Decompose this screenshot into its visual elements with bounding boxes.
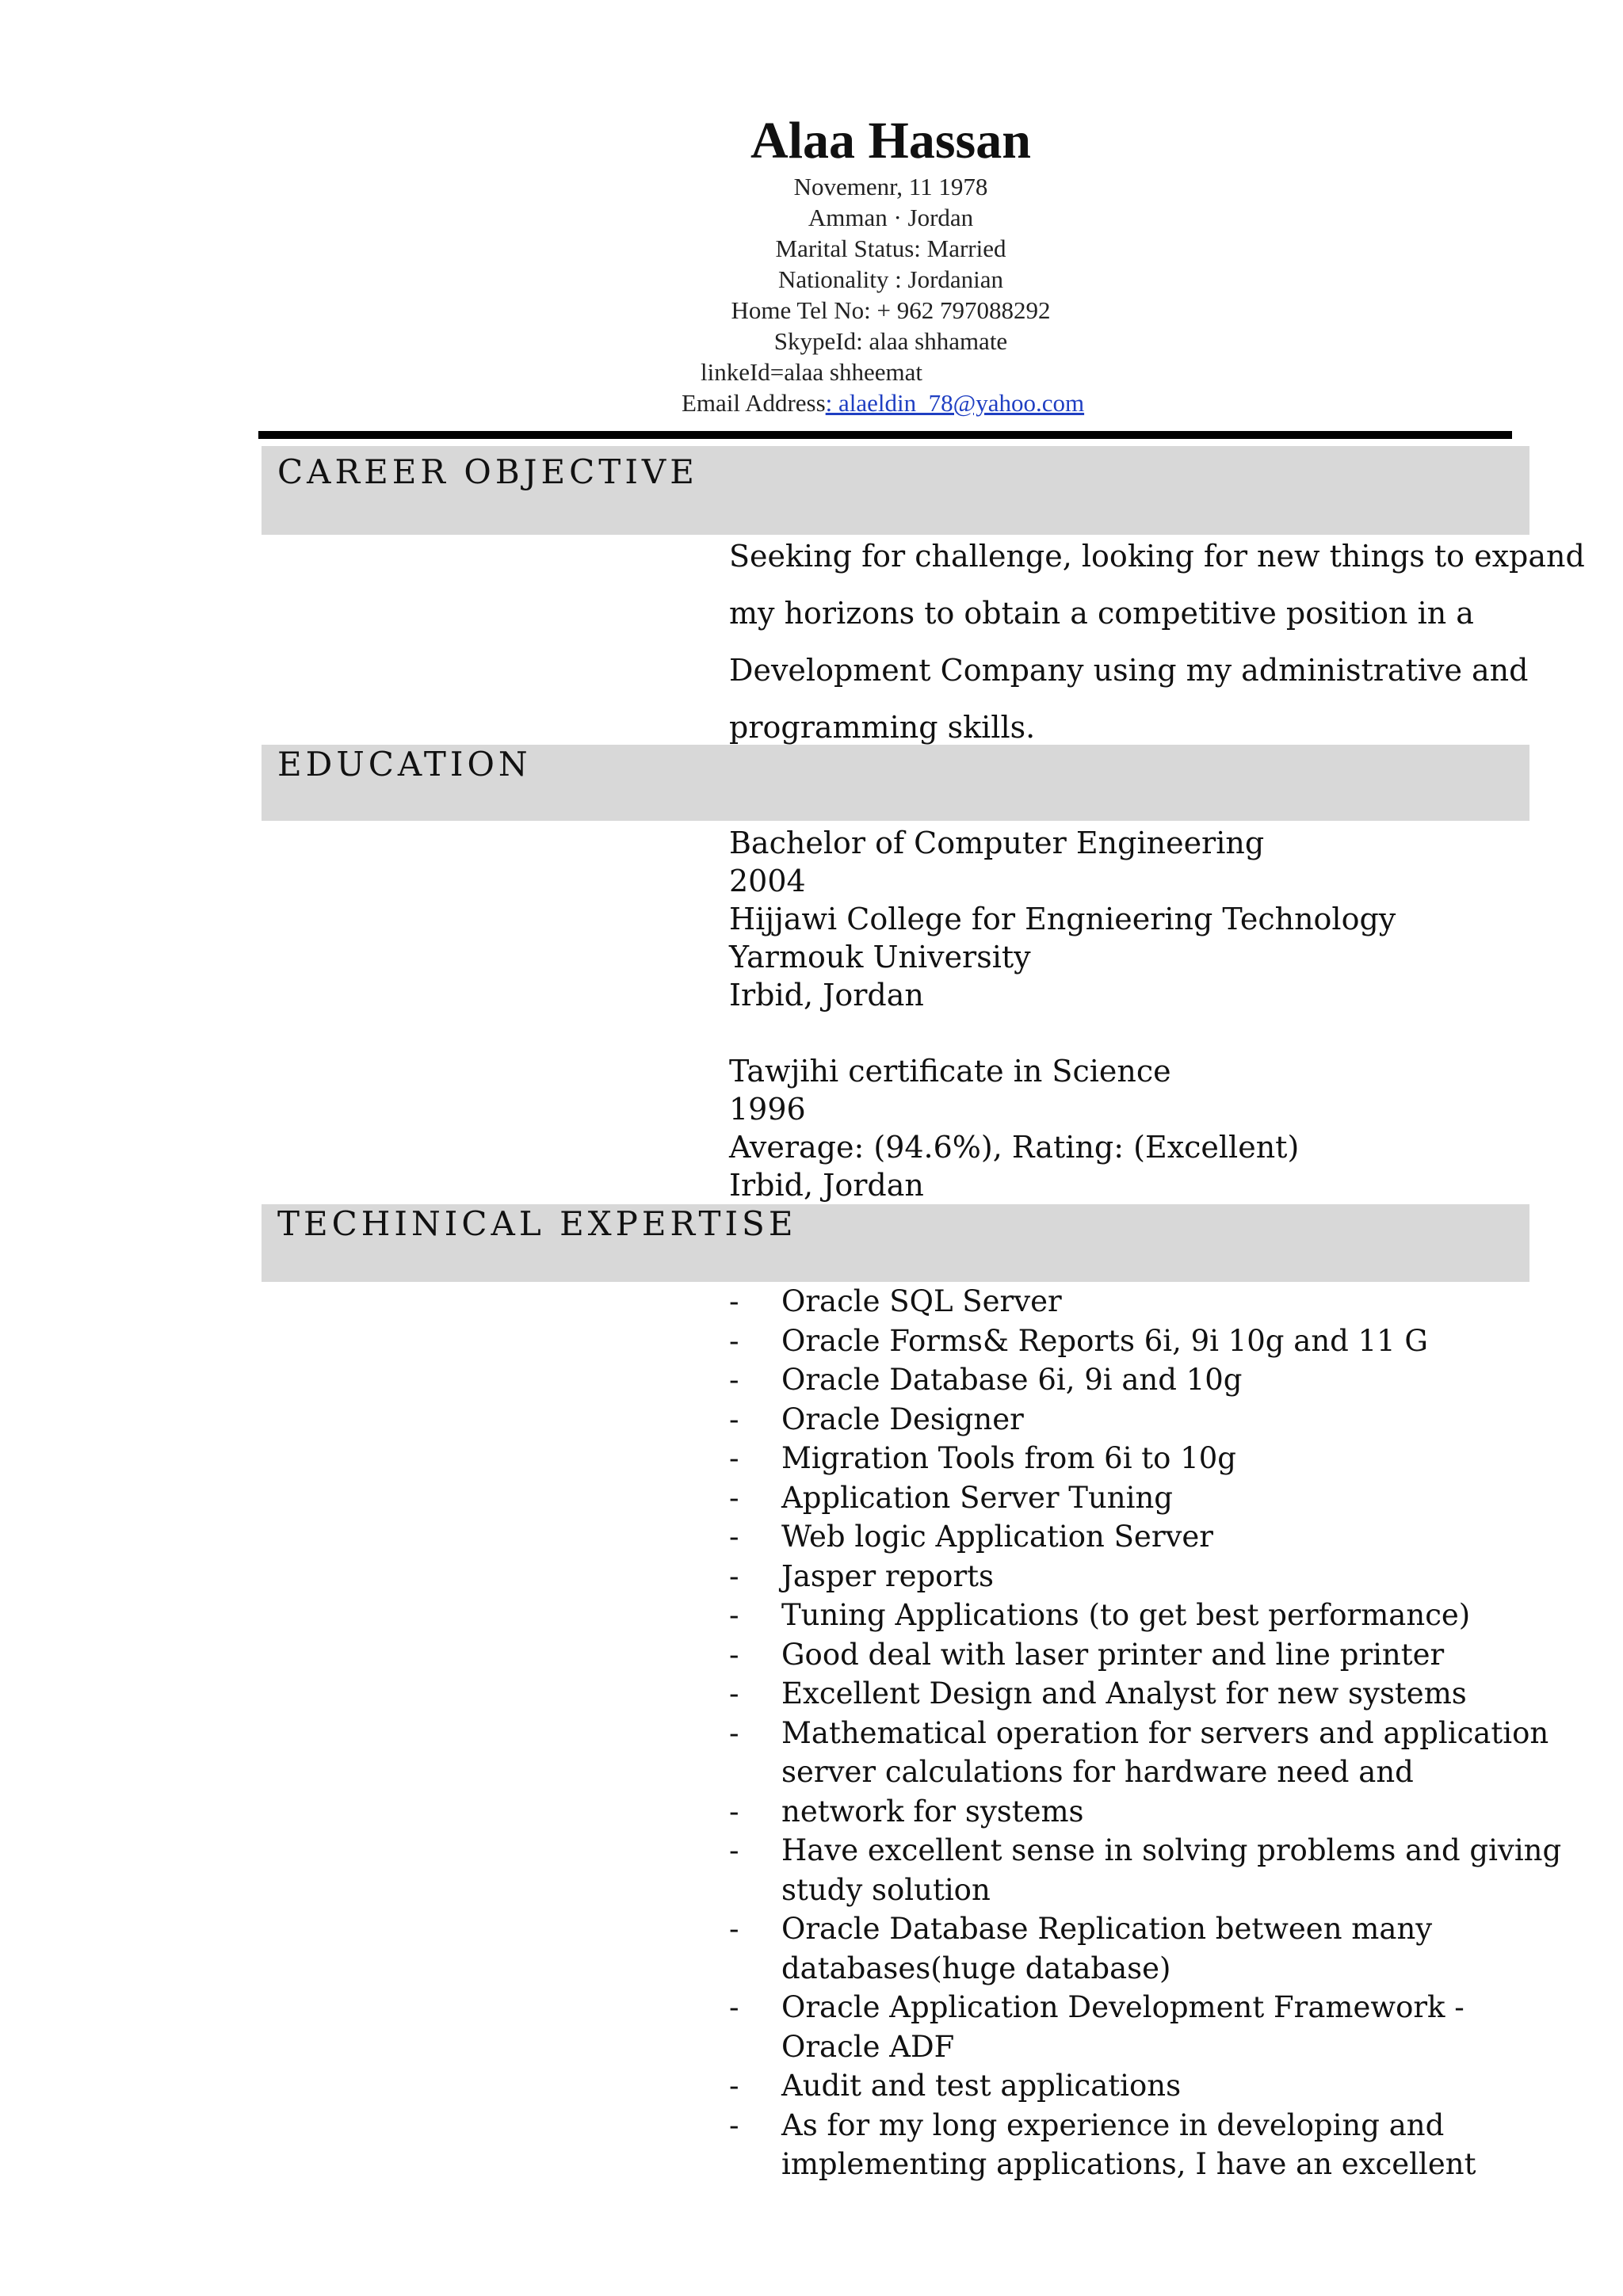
education-line: Irbid, Jordan xyxy=(729,1168,924,1203)
bullet-dash: - xyxy=(729,1441,739,1475)
expertise-item-text: implementing applications, I have an excellent xyxy=(781,2147,1476,2181)
expertise-item xyxy=(729,1596,1561,1635)
education-list xyxy=(729,824,1396,1204)
bullet-dash: - xyxy=(729,1480,739,1515)
education-line: 2004 xyxy=(729,864,806,898)
email-link[interactable]: : alaeldin_78@yahoo.com xyxy=(825,389,1085,417)
bullet-dash: - xyxy=(729,1284,739,1318)
education-title: EDUCATION xyxy=(277,745,532,784)
bullet-dash: - xyxy=(729,1794,739,1829)
career-objective-text xyxy=(729,528,1585,756)
education-spacer xyxy=(729,1014,1396,1052)
expertise-item xyxy=(729,1322,1561,1361)
email-address xyxy=(682,387,1084,418)
bullet-dash: - xyxy=(729,1520,739,1554)
career-objective-bar xyxy=(262,446,1529,535)
expertise-item-text: databases(huge database) xyxy=(781,1951,1171,1985)
expertise-item-text: Jasper reports xyxy=(781,1558,994,1593)
expertise-item xyxy=(729,1909,1561,1988)
bullet-dash: - xyxy=(729,1402,739,1436)
expertise-item-text: Oracle Database 6i, 9i and 10g xyxy=(781,1363,1243,1397)
expertise-item xyxy=(729,1478,1561,1518)
expertise-item-text: Audit and test applications xyxy=(781,2069,1182,2103)
expertise-item xyxy=(729,1674,1561,1714)
expertise-item xyxy=(729,1714,1561,1792)
education-line: Bachelor of Computer Engineering xyxy=(729,826,1265,860)
nationality: Nationality : Jordanian xyxy=(777,265,1004,293)
expertise-item-text: Excellent Design and Analyst for new systems xyxy=(781,1676,1467,1711)
expertise-item-text: As for my long experience in developing and xyxy=(781,2107,1445,2142)
bullet-dash: - xyxy=(729,1715,739,1750)
expertise-item xyxy=(729,1792,1561,1832)
bullet-dash: - xyxy=(729,1558,739,1593)
education-line: Hijjawi College for Engnieering Technology xyxy=(729,902,1396,936)
expertise-item-text: Oracle ADF xyxy=(781,2029,955,2064)
objective-line: my horizons to obtain a competitive position in a xyxy=(729,596,1474,631)
expertise-item xyxy=(729,2066,1561,2106)
expertise-item-text: Tuning Applications (to get best performance) xyxy=(781,1598,1471,1632)
technical-expertise-title: TECHINICAL EXPERTISE xyxy=(277,1204,797,1243)
expertise-item xyxy=(729,1988,1561,2066)
bullet-dash: - xyxy=(729,1912,739,1946)
education-bar xyxy=(262,745,1529,821)
education-line: 1996 xyxy=(729,1092,806,1127)
bullet-dash: - xyxy=(729,1323,739,1358)
location: Amman · Jordan xyxy=(808,204,974,231)
expertise-item xyxy=(729,1831,1561,1909)
career-objective-title: CAREER OBJECTIVE xyxy=(277,452,698,491)
expertise-item-text: Oracle Forms& Reports 6i, 9i 10g and 11 G xyxy=(781,1323,1428,1358)
education-line: Average: (94.6%), Rating: (Excellent) xyxy=(729,1130,1300,1165)
email-label: Email Address xyxy=(682,389,826,417)
expertise-item-text: Application Server Tuning xyxy=(781,1480,1173,1515)
skype-id: SkypeId: alaa shhamate xyxy=(773,327,1008,355)
expertise-item xyxy=(729,1282,1561,1322)
expertise-item xyxy=(729,2106,1561,2184)
bullet-dash: - xyxy=(729,1990,739,2024)
technical-expertise-bar xyxy=(262,1204,1529,1282)
expertise-item-text: Oracle Application Development Framework - xyxy=(781,1990,1465,2024)
candidate-name: Alaa Hassan xyxy=(750,112,1031,170)
bullet-dash: - xyxy=(729,2069,739,2103)
expertise-item xyxy=(729,1400,1561,1440)
objective-line: programming skills. xyxy=(729,710,1036,745)
birth-date: Novemenr, 11 1978 xyxy=(793,173,988,200)
expertise-item-text: Oracle Designer xyxy=(781,1402,1024,1436)
education-line: Tawjihi certificate in Science xyxy=(729,1054,1171,1089)
expertise-item-text: Have excellent sense in solving problems and giving xyxy=(781,1833,1562,1867)
expertise-item-text: Web logic Application Server xyxy=(781,1520,1213,1554)
bullet-dash: - xyxy=(729,1637,739,1672)
expertise-item-text: Oracle Database Replication between many xyxy=(781,1912,1433,1946)
expertise-item-text: network for systems xyxy=(781,1794,1084,1829)
expertise-item xyxy=(729,1439,1561,1478)
bullet-dash: - xyxy=(729,1833,739,1867)
expertise-item xyxy=(729,1360,1561,1400)
expertise-item-text: Mathematical operation for servers and application xyxy=(781,1715,1549,1750)
expertise-item xyxy=(729,1557,1561,1596)
marital-status: Marital Status: Married xyxy=(775,235,1006,262)
bullet-dash: - xyxy=(729,1598,739,1632)
expertise-item-text: Oracle SQL Server xyxy=(781,1284,1062,1318)
expertise-item-text: study solution xyxy=(781,1872,991,1907)
bullet-dash: - xyxy=(729,2107,739,2142)
objective-line: Seeking for challenge, looking for new things to expand xyxy=(729,539,1585,574)
header-divider xyxy=(258,431,1512,439)
expertise-item xyxy=(729,1635,1561,1675)
expertise-item-text: Migration Tools from 6i to 10g xyxy=(781,1441,1236,1475)
bullet-dash: - xyxy=(729,1676,739,1711)
technical-expertise-list xyxy=(729,1282,1561,2184)
expertise-item-text: Good deal with laser printer and line printer xyxy=(781,1637,1445,1672)
linkedin-id: linkeId=alaa shheemat xyxy=(701,358,922,386)
home-tel: Home Tel No: + 962 797088292 xyxy=(731,296,1051,324)
expertise-item xyxy=(729,1517,1561,1557)
education-line: Yarmouk University xyxy=(729,940,1031,974)
education-line: Irbid, Jordan xyxy=(729,978,924,1013)
expertise-item-text: server calculations for hardware need and xyxy=(781,1755,1414,1789)
bullet-dash: - xyxy=(729,1363,739,1397)
objective-line: Development Company using my administrative and xyxy=(729,653,1529,688)
